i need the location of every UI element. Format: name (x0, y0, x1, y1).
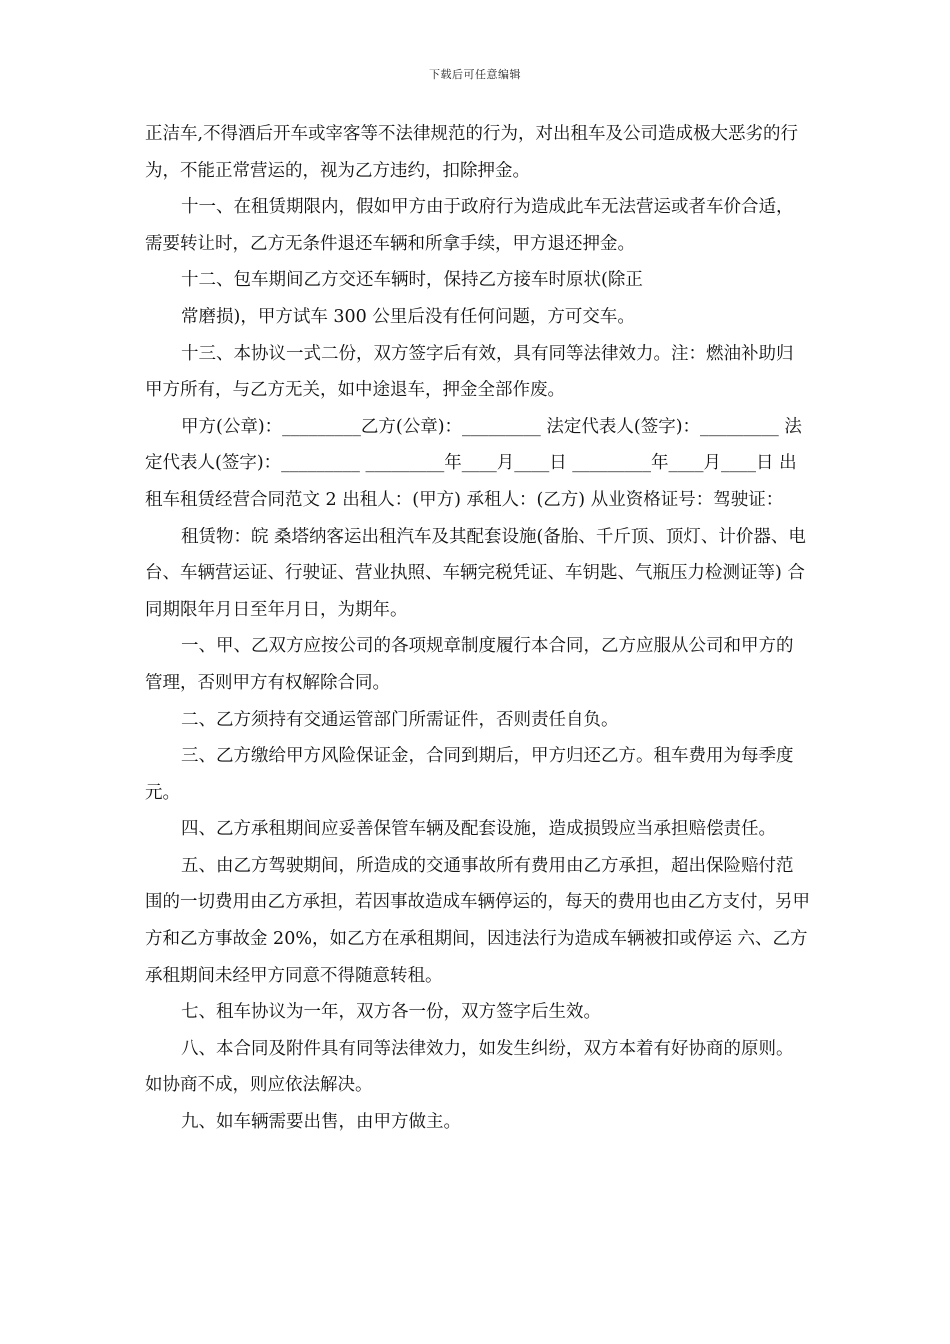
paragraph: 租赁物：皖 桑塔纳客运出租汽车及其配套设施(备胎、千斤顶、顶灯、计价器、电台、车辆营运证、行驶证、营业执照、车辆完税凭证、车钥匙、气瓶压力检测证等) 合同期限年月日至年月日，为期年。 (145, 526, 806, 620)
paragraph: 十三、本协议一式二份，双方签字后有效，具有同等法律效力。注：燃油补助归甲方所有，与乙方无关，如中途退车，押金全部作废。 (145, 343, 794, 401)
paragraph: 正洁车,不得酒后开车或宰客等不法律规范的行为，对出租车及公司造成极大恶劣的行为，不能正常营运的，视为乙方违约，扣除押金。 (145, 124, 799, 181)
paragraph: 二、乙方须持有交通运管部门所需证件，否则责任自负。 (181, 709, 619, 730)
paragraph: 四、乙方承租期间应妥善保管车辆及配套设施，造成损毁应当承担赔偿责任。 (181, 819, 776, 840)
paragraph: 三、乙方缴给甲方风险保证金，合同到期后，甲方归还乙方。租车费用为每季度元。 (145, 746, 794, 803)
paragraph: 九、如车辆需要出售，由甲方做主。 (181, 1112, 461, 1133)
paragraph: 一、甲、乙双方应按公司的各项规章制度履行本合同，乙方应服从公司和甲方的管理，否则甲方有权解除合同。 (145, 636, 794, 693)
paragraph: 七、租车协议为一年，双方各一份，双方签字后生效。 (181, 1002, 601, 1023)
paragraph: 八、本合同及附件具有同等法律效力，如发生纠纷，双方本着有好协商的原则。如协商不成，则应依法解决。 (145, 1038, 794, 1096)
page-header: 下载后可任意编辑 (429, 68, 521, 81)
paragraph: 五、由乙方驾驶期间，所造成的交通事故所有费用由乙方承担，超出保险赔付范围的一切费用由乙方承担，若因事故造成车辆停运的，每天的费用也由乙方支付，另甲方和乙方事故金 20%，如乙方在承租期间，因违法行为造成车辆被扣或停运 六、乙方承租期间未经甲方同意不得随意转租。 (145, 855, 810, 986)
paragraph: 常磨损)，甲方试车 300 公里后没有任何问题，方可交车。 (181, 306, 635, 327)
document-body (145, 116, 810, 1141)
paragraph: 甲方(公章)：_________乙方(公章)：_________ 法定代表人(签字)：_________ 法定代表人(签字)：_________ _________年____月____日 _________年____月____日 出租车租赁经营合同范文 2 出租人：(甲方) 承租人：(乙方) 从业资格证号：驾驶证： (145, 416, 802, 510)
paragraph: 十一、在租赁期限内，假如甲方由于政府行为造成此车无法营运或者车价合适，需要转让时，乙方无条件退还车辆和所拿手续，甲方退还押金。 (145, 197, 794, 254)
paragraph: 十二、包车期间乙方交还车辆时，保持乙方接车时原状(除正 (181, 270, 643, 291)
